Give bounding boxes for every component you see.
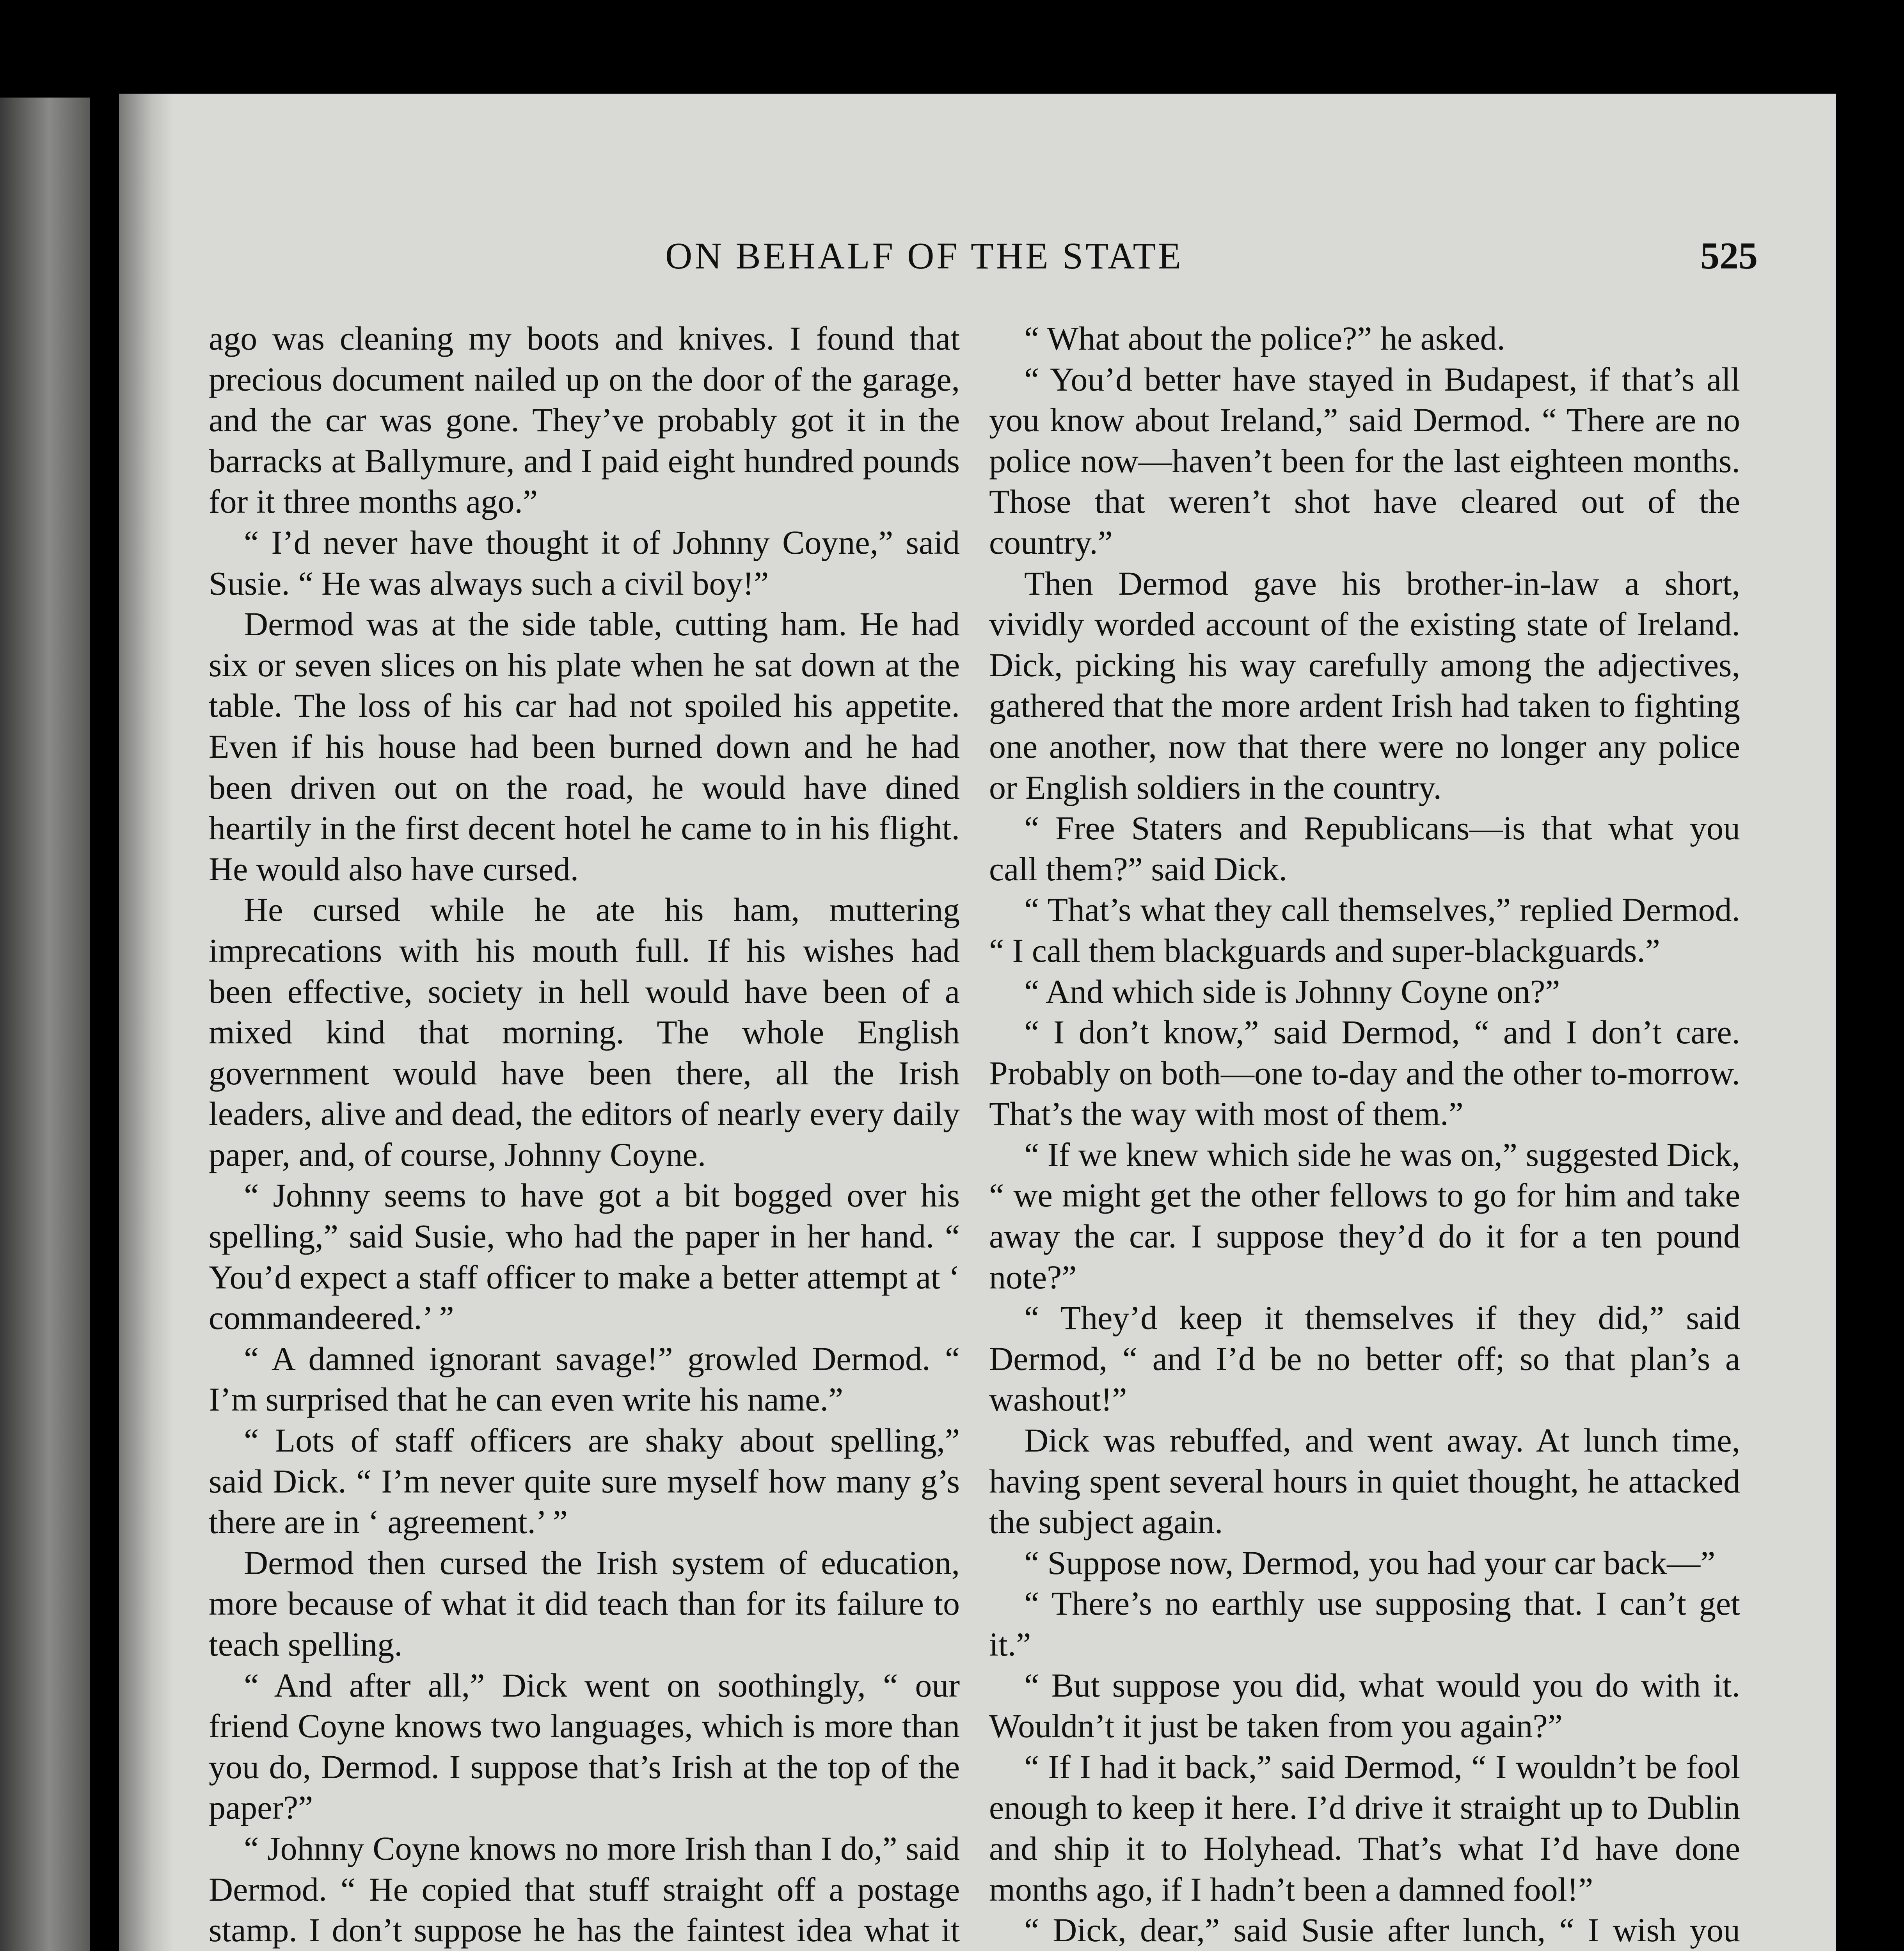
paragraph: ago was cleaning my boots and knives. I found that precious document nailed up on the door of the garage, and the car was gone. They’ve probably got it in the barracks at Ballymure, and I paid eight hundred pounds for it three months ago.” bbox=[209, 320, 960, 521]
paragraph: “ A damned ignorant savage!” growled Dermod. “ I’m surprised that he can even write his name.” bbox=[209, 1340, 960, 1418]
paragraph: “ What about the police?” he asked. bbox=[1024, 320, 1505, 357]
left-text-column bbox=[209, 318, 960, 1951]
paragraph: He cursed while he ate his ham, muttering imprecations with his mouth full. If his wishes had been effective, society in hell would have been of a mixed kind that morning. The whole English government would have been there, all the Irish leaders, alive and dead, the editors of nearly every daily paper, and, of course, Johnny Coyne. bbox=[209, 891, 960, 1173]
running-title: ON BEHALF OF THE STATE bbox=[665, 235, 1183, 277]
paragraph: “ And which side is Johnny Coyne on?” bbox=[1024, 972, 1560, 1010]
paragraph: “ Johnny seems to have got a bit bogged over his spelling,” said Susie, who had the paper in her hand. “ You’d expect a staff officer to make a better attempt at ‘ commandeered.’ ” bbox=[209, 1176, 960, 1337]
paragraph: “ I don’t know,” said Dermod, “ and I don’t care. Probably on both—one to-day and the other to-morrow. That’s the way with most of them.” bbox=[989, 1013, 1740, 1133]
paragraph: “ Lots of staff officers are shaky about spelling,” said Dick. “ I’m never quite sure myself how many g’s there are in ‘ agreement.’ ” bbox=[209, 1421, 960, 1541]
paragraph: “ And after all,” Dick went on soothingly, “ our friend Coyne knows two languages, which is more than you do, Dermod. I suppose that’s Irish at the top of the paper?” bbox=[209, 1666, 960, 1827]
paragraph: “ If we knew which side he was on,” suggested Dick, “ we might get the other fellows to go for him and take away the car. I suppose they’d do it for a ten pound note?” bbox=[989, 1135, 1740, 1296]
paragraph: “ Suppose now, Dermod, you had your car back—” bbox=[1024, 1544, 1716, 1581]
paragraph: “ You’d better have stayed in Budapest, if that’s all you know about Ireland,” said Dermod. “ There are no police now—haven’t been for the last eighteen months. Those that weren’t shot have cleared out of the country.” bbox=[989, 360, 1740, 561]
paragraph: “ I’d never have thought it of Johnny Coyne,” said Susie. “ He was always such a civil boy!” bbox=[209, 523, 960, 602]
paragraph: Dermod then cursed the Irish system of education, more because of what it did teach than for its failure to teach spelling. bbox=[209, 1544, 960, 1663]
facing-page-edge bbox=[0, 98, 90, 1951]
paragraph: “ They’d keep it themselves if they did,” said Dermod, “ and I’d be no better off; so that plan’s a washout!” bbox=[989, 1299, 1740, 1418]
paragraph: “ That’s what they call themselves,” replied Dermod. “ I call them blackguards and super-blackguards.” bbox=[989, 891, 1740, 969]
book-page bbox=[119, 94, 1836, 1951]
paragraph: Dermod was at the side table, cutting ham. He had six or seven slices on his plate when he sat down at the table. The loss of his car had not spoiled his appetite. Even if his house had been burned down and he had been driven out on the road, he would have dined heartily in the first decent hotel he came to in his flight. He would also have cursed. bbox=[209, 605, 960, 888]
paragraph: “ Dick, dear,” said Susie after lunch, “ I wish you bbox=[1024, 1911, 1740, 1949]
paragraph: “ If I had it back,” said Dermod, “ I wouldn’t be fool enough to keep it here. I’d drive it straight up to Dublin and ship it to Holyhead. That’s what I’d have done months ago, if I hadn’t been a damned fool!” bbox=[989, 1748, 1740, 1908]
paragraph: “ There’s no earthly use supposing that. I can’t get it.” bbox=[989, 1585, 1740, 1663]
gutter-shadow bbox=[119, 94, 174, 1951]
paragraph: “ Free Staters and Republicans—is that what you call them?” said Dick. bbox=[989, 809, 1740, 888]
page-number: 525 bbox=[1700, 235, 1758, 277]
paragraph: Dick was rebuffed, and went away. At lunch time, having spent several hours in quiet thought, he attacked the subject again. bbox=[989, 1421, 1740, 1541]
paragraph: “ But suppose you did, what would you do with it. Wouldn’t it just be taken from you again?” bbox=[989, 1666, 1740, 1745]
paragraph: “ Johnny Coyne knows no more Irish than I do,” said Dermod. “ He copied that stuff straight off a postage stamp. I don’t suppose he has the faintest idea what it bbox=[209, 1829, 960, 1949]
right-text-column bbox=[989, 318, 1740, 1951]
paragraph: Then Dermod gave his brother-in-law a short, vividly worded account of the existing state of Ireland. Dick, picking his way carefully among the adjectives, gathered that the more ardent Irish had taken to fighting one another, now that there were no longer any police or English soldiers in the country. bbox=[989, 564, 1740, 806]
